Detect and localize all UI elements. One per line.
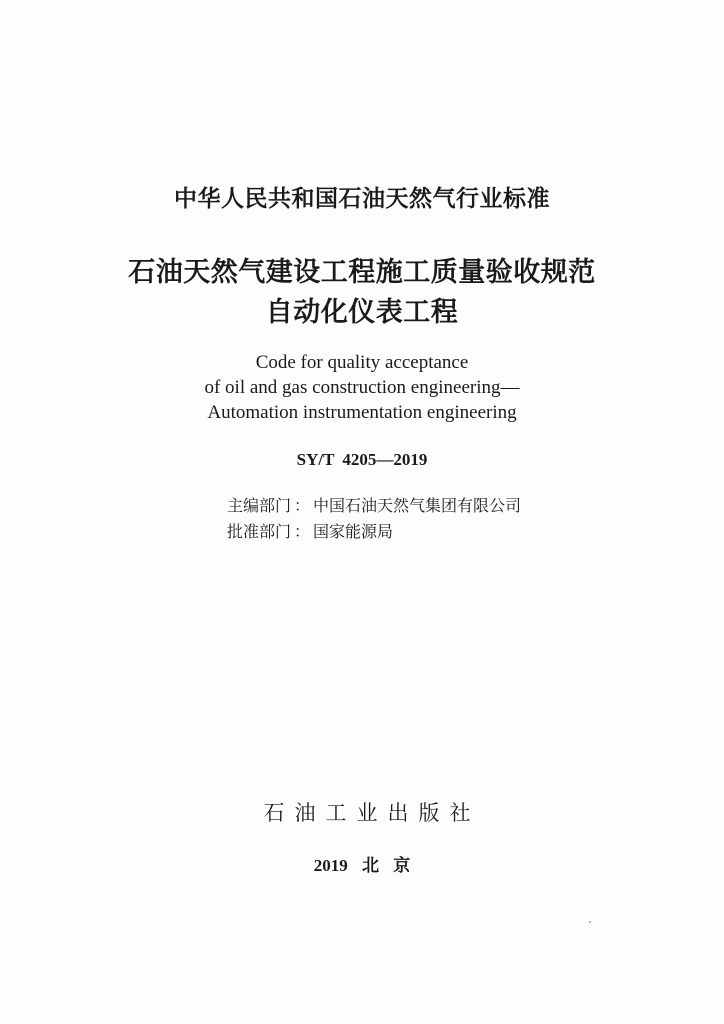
publication-year-place: 2019 北 京 [313, 856, 411, 875]
editor-label: 主编部门 [227, 496, 292, 515]
english-title-line-3: Automation instrumentation engineering [207, 402, 517, 423]
publisher-name: 石油工业出版社 [263, 801, 481, 825]
main-title-line-2: 自动化仪表工程 [265, 297, 459, 328]
standard-number: SY/T 4205—2019 [296, 450, 428, 469]
editor-value: 中国石油天然气集团有限公司 [313, 496, 522, 515]
english-title-line-1: Code for quality acceptance [255, 352, 469, 373]
approver-label: 批准部门 [227, 522, 292, 541]
editor-separator: ： [294, 496, 311, 515]
english-title-line-2: of oil and gas construction engineering— [204, 377, 520, 398]
issuing-info [227, 493, 521, 545]
main-title-line-1: 石油天然气建设工程施工质量验收规范 [128, 257, 596, 288]
scan-speck [589, 921, 591, 923]
editor-row [227, 493, 521, 519]
approver-separator: ： [294, 522, 311, 541]
approver-value: 国家能源局 [313, 522, 394, 541]
approver-row [227, 519, 521, 545]
industry-standard-heading: 中华人民共和国石油天然气行业标准 [174, 186, 550, 212]
